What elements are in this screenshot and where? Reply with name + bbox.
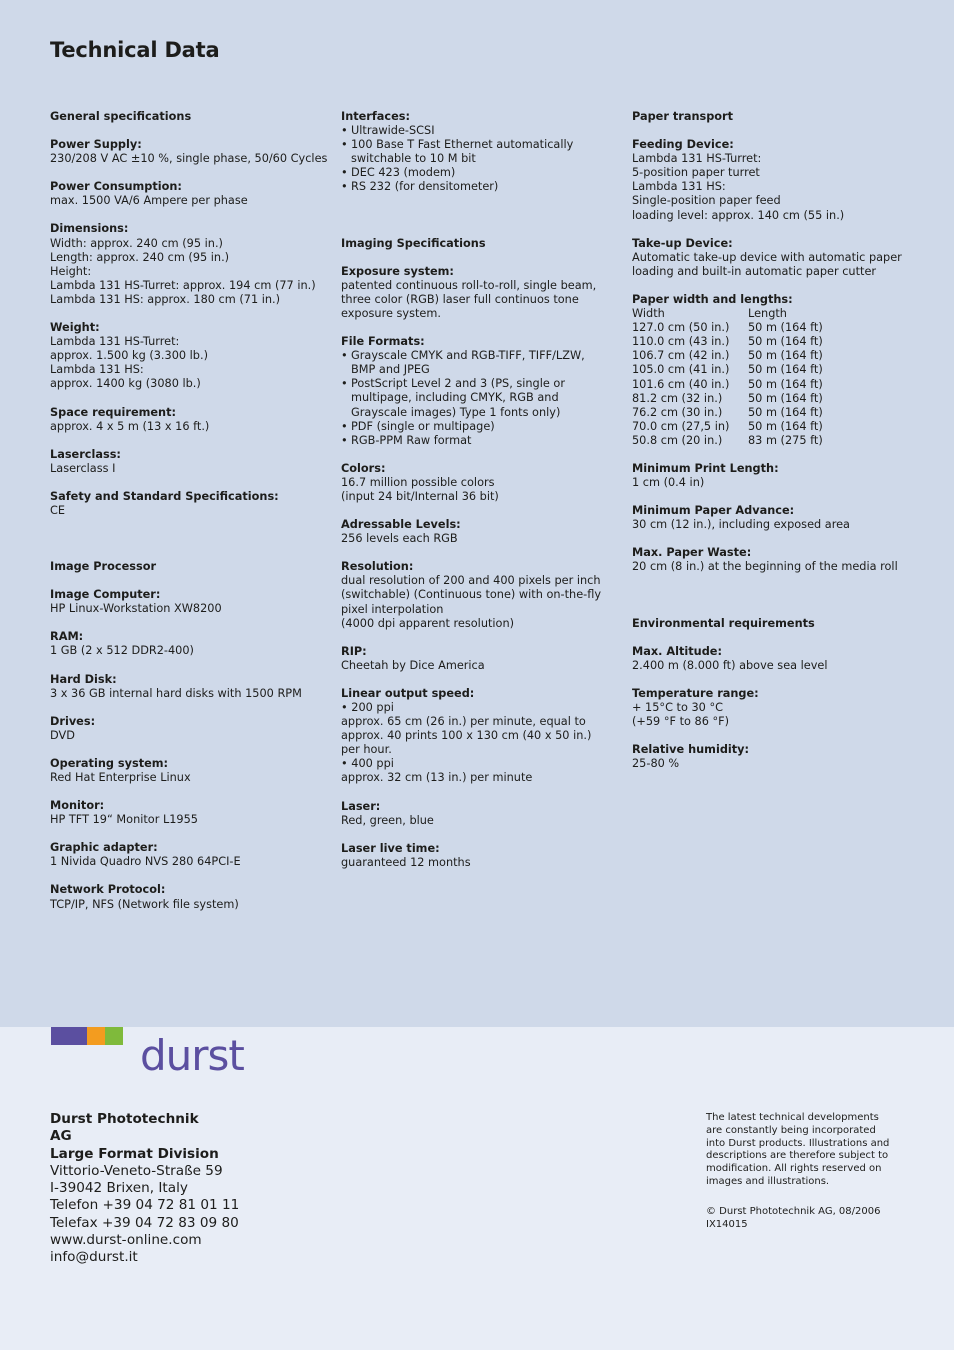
spec-column-1	[50, 110, 335, 954]
spec-value-line: Cheetah by Dice America	[341, 658, 485, 672]
spec-value-line: Lambda 131 HS-Turret:	[50, 335, 180, 349]
spec-column-2	[341, 110, 626, 912]
table-row	[632, 406, 823, 420]
spec-item	[50, 222, 335, 307]
spec-item	[50, 841, 335, 869]
table-row	[632, 321, 823, 335]
spec-value-line: HP Linux-Workstation XW8200	[50, 602, 222, 616]
spec-value-line: Laserclass I	[50, 461, 116, 475]
spec-value-line: 1 cm (0.4 in)	[632, 476, 705, 490]
section-title: General specifications	[50, 110, 192, 123]
spec-value-line: 1 Nivida Quadro NVS 280 64PCI-E	[50, 855, 241, 869]
spec-label: Power Consumption:	[50, 180, 182, 194]
spec-label: Resolution:	[341, 560, 414, 574]
spec-item	[341, 645, 626, 673]
spec-item	[50, 799, 335, 827]
spec-item	[50, 883, 335, 911]
disclaimer-note	[706, 1112, 896, 1248]
spec-value-line: DVD	[50, 728, 75, 742]
bullet-text	[351, 434, 626, 448]
spec-section	[341, 110, 626, 195]
note-line: are constantly being incorporated	[706, 1124, 876, 1136]
bullet-line: PDF (single or multipage)	[351, 419, 495, 433]
spec-item	[632, 462, 932, 490]
spec-value-line: + 15°C to 30 °C	[632, 700, 723, 714]
spec-value-line: (+59 °F to 86 °F)	[632, 715, 730, 728]
spec-value-line: three color (RGB) laser full continuos tone	[341, 292, 579, 306]
spec-value-line: loading level: approx. 140 cm (55 in.)	[632, 208, 845, 222]
address-line: Vittorio-Veneto-Straße 59	[50, 1162, 223, 1179]
bullet-text	[351, 349, 626, 377]
note-line: into Durst products. Illustrations and	[706, 1137, 890, 1149]
table-cell: 50 m (164 ft)	[748, 391, 823, 405]
spec-label: Safety and Standard Specifications:	[50, 489, 279, 503]
bullet-text	[351, 166, 626, 180]
spec-label: Relative humidity:	[632, 743, 750, 757]
spec-label: Network Protocol:	[50, 883, 166, 897]
bullet-line: PostScript Level 2 and 3 (PS, single or	[351, 377, 565, 391]
spec-item	[341, 462, 626, 504]
table-cell: 81.2 cm (32 in.)	[632, 391, 723, 405]
spec-value-line: approx. 4 x 5 m (13 x 16 ft.)	[50, 419, 210, 433]
spec-value-line: Width: approx. 240 cm (95 in.)	[50, 236, 223, 250]
spec-value-line: 25-80 %	[632, 757, 680, 771]
spec-item	[341, 687, 626, 786]
address-heading: AG	[50, 1128, 72, 1145]
spec-value-line: • 400 ppi	[341, 757, 394, 771]
spec-item	[50, 180, 335, 208]
spec-label: Minimum Print Length:	[632, 461, 779, 475]
spec-value-line: approx. 40 prints 100 x 130 cm (40 x 50 in.)	[341, 729, 592, 743]
spec-value-line: Red Hat Enterprise Linux	[50, 771, 191, 784]
bullet-line: multipage, including CMYK, RGB and	[351, 391, 559, 405]
spec-item	[50, 757, 335, 785]
address-line: info@durst.it	[50, 1249, 138, 1266]
spec-value-line: Red, green, blue	[341, 813, 434, 827]
address-line: www.durst-online.com	[50, 1232, 202, 1249]
footer	[0, 1027, 954, 1350]
durst-logo: durst	[140, 1031, 244, 1080]
spec-item	[632, 687, 932, 729]
address-line: Telefon +39 04 72 81 01 11	[50, 1197, 240, 1214]
spec-value-line: HP TFT 19“ Monitor L1955	[50, 813, 198, 827]
spec-label: Space requirement:	[50, 405, 176, 419]
section-title: Environmental requirements	[632, 616, 815, 630]
bullet-item	[341, 349, 626, 377]
table-cell: 50 m (164 ft)	[748, 377, 823, 391]
spec-label: Image Computer:	[50, 588, 161, 602]
address-line: I-39042 Brixen, Italy	[50, 1180, 188, 1197]
table-cell: 127.0 cm (50 in.)	[632, 321, 730, 335]
table-cell: 83 m (275 ft)	[748, 433, 823, 447]
bullet-item	[341, 434, 626, 448]
bullet-item	[341, 377, 626, 419]
spec-label: Max. Altitude:	[632, 644, 722, 658]
spec-value-line: dual resolution of 200 and 400 pixels per inch	[341, 574, 601, 588]
table-cell: 50 m (164 ft)	[748, 363, 823, 377]
table-cell: 70.0 cm (27,5 in)	[632, 419, 730, 433]
table-row	[632, 420, 823, 434]
table-row	[632, 378, 823, 392]
address-heading: Large Format Division	[50, 1145, 219, 1162]
spec-value-line: 16.7 million possible colors	[341, 475, 495, 489]
spec-section	[632, 110, 932, 575]
spec-value-line: TCP/IP, NFS (Network file system)	[50, 897, 239, 911]
spec-value-line: Lambda 131 HS:	[50, 363, 144, 377]
spec-value-line: 256 levels each RGB	[341, 532, 458, 546]
company-address	[50, 1111, 250, 1267]
bullet-item	[341, 138, 626, 166]
copyright-line: IX14015	[706, 1218, 748, 1230]
spec-item	[50, 630, 335, 658]
spec-label: Max. Paper Waste:	[632, 546, 752, 560]
spec-item	[632, 237, 932, 279]
bullet-line: RGB-PPM Raw format	[351, 433, 472, 447]
table-header-cell: Length	[748, 307, 787, 321]
spec-column-3	[632, 110, 932, 813]
spec-item	[632, 293, 932, 448]
note-line: modification. All rights reserved on	[706, 1163, 882, 1175]
bullet-item	[341, 124, 626, 138]
table-cell: 105.0 cm (41 in.)	[632, 363, 730, 377]
bullet-dot: •	[341, 419, 348, 433]
spec-value-line: guaranteed 12 months	[341, 855, 471, 869]
spec-label: Colors:	[341, 461, 386, 475]
spec-item	[632, 546, 932, 574]
spec-value-line: CE	[50, 503, 66, 517]
address-heading: Durst Phototechnik	[50, 1111, 199, 1127]
address-line: Telefax +39 04 72 83 09 80	[50, 1214, 239, 1231]
bullet-line: Grayscale CMYK and RGB-TIFF, TIFF/LZW,	[351, 349, 585, 363]
spec-label: RIP:	[341, 644, 367, 658]
bullet-line: DEC 423 (modem)	[351, 166, 456, 180]
spec-section	[50, 560, 335, 912]
spec-value-line: 5-position paper turret	[632, 166, 760, 180]
spec-section	[341, 237, 626, 870]
spec-item	[341, 335, 626, 448]
table-cell: 50 m (164 ft)	[748, 349, 823, 363]
bullet-item	[341, 420, 626, 434]
bullet-line: BMP and JPEG	[351, 363, 430, 377]
spec-value-line: • 200 ppi	[341, 701, 394, 714]
spec-label: Laserclass:	[50, 447, 121, 461]
table-cell: 101.6 cm (40 in.)	[632, 377, 730, 391]
spec-item	[50, 588, 335, 616]
table-cell: 50 m (164 ft)	[748, 405, 823, 419]
spec-item	[50, 406, 335, 434]
spec-value-line: approx. 65 cm (26 in.) per minute, equal to	[341, 715, 586, 729]
bullet-text	[351, 138, 626, 166]
spec-section	[632, 617, 932, 772]
spec-value-line: Height:	[50, 264, 92, 278]
table-cell: 50 m (164 ft)	[748, 335, 823, 349]
spec-item	[341, 110, 626, 195]
spec-item	[341, 560, 626, 630]
spec-value-line: 2.400 m (8.000 ft) above sea level	[632, 658, 828, 672]
spec-label: Linear output speed:	[341, 686, 475, 700]
spec-item	[50, 448, 335, 476]
spec-item	[341, 518, 626, 546]
spec-value-line: Length: approx. 240 cm (95 in.)	[50, 250, 230, 264]
spec-label: Temperature range:	[632, 686, 759, 700]
spec-value-line: 30 cm (12 in.), including exposed area	[632, 518, 850, 532]
bullet-dot: •	[341, 166, 348, 180]
bullet-dot: •	[341, 433, 348, 447]
spec-value-line: max. 1500 VA/6 Ampere per phase	[50, 194, 248, 208]
section-title: Imaging Specifications	[341, 236, 486, 250]
table-header-row	[632, 307, 823, 321]
table-row	[632, 363, 823, 377]
spec-item	[50, 321, 335, 391]
logo-bar-orange	[87, 1027, 105, 1045]
logo-color-bars	[51, 1027, 123, 1045]
note-line: descriptions are therefore subject to	[706, 1150, 889, 1162]
logo-bar-purple	[51, 1027, 87, 1045]
spec-label: Interfaces:	[341, 110, 411, 123]
note-line: images and illustrations.	[706, 1175, 830, 1187]
spec-value-line: 20 cm (8 in.) at the beginning of the media roll	[632, 560, 898, 574]
bullet-line: Ultrawide-SCSI	[351, 124, 435, 138]
spec-label: Drives:	[50, 714, 96, 728]
spec-value-line: approx. 32 cm (13 in.) per minute	[341, 771, 533, 785]
spec-label: Dimensions:	[50, 222, 129, 236]
spec-label: Graphic adapter:	[50, 841, 158, 855]
spec-label: Laser:	[341, 799, 381, 813]
spec-label: Laser live time:	[341, 841, 440, 855]
bullet-dot: •	[341, 138, 348, 152]
spec-label: Adressable Levels:	[341, 518, 461, 532]
spec-label: Feeding Device:	[632, 138, 734, 152]
spec-value-line: 3 x 36 GB internal hard disks with 1500 RPM	[50, 686, 302, 700]
bullet-text	[351, 180, 626, 194]
spec-value-line: approx. 1400 kg (3080 lb.)	[50, 377, 201, 391]
spec-item	[341, 800, 626, 828]
table-row	[632, 349, 823, 363]
table-row	[632, 434, 823, 448]
spec-value-line: per hour.	[341, 743, 392, 757]
spec-value-line: loading and built-in automatic paper cutter	[632, 264, 877, 278]
spec-item	[632, 645, 932, 673]
spec-label: Monitor:	[50, 799, 105, 813]
bullet-text	[351, 377, 626, 419]
bullet-line: RS 232 (for densitometer)	[351, 180, 499, 194]
spec-value-line: exposure system.	[341, 306, 441, 320]
spec-value-line: approx. 1.500 kg (3.300 lb.)	[50, 349, 208, 363]
bullet-text	[351, 420, 626, 434]
spec-item	[50, 715, 335, 743]
bullet-line: Grayscale images) Type 1 fonts only)	[351, 405, 561, 419]
spec-value-line: Lambda 131 HS-Turret: approx. 194 cm (77 in.)	[50, 278, 316, 292]
spec-value-line: 1 GB (2 x 512 DDR2-400)	[50, 644, 194, 658]
bullet-line: 100 Base T Fast Ethernet automatically	[351, 138, 574, 152]
spec-item	[632, 504, 932, 532]
bullet-dot: •	[341, 180, 348, 194]
table-row	[632, 335, 823, 349]
spec-value-line: patented continuous roll-to-roll, single beam,	[341, 278, 597, 292]
page-title: Technical Data	[50, 38, 220, 62]
bullet-item	[341, 180, 626, 194]
bullet-dot: •	[341, 349, 348, 363]
spec-label: Hard Disk:	[50, 672, 117, 686]
spec-item	[632, 743, 932, 771]
bullet-line: switchable to 10 M bit	[351, 152, 476, 166]
table-cell: 50.8 cm (20 in.)	[632, 433, 723, 447]
spec-item	[50, 138, 335, 166]
copyright-text	[706, 1206, 896, 1232]
paper-size-table	[632, 307, 823, 448]
spec-value-line: Automatic take-up device with automatic paper	[632, 250, 902, 264]
spec-value-line: Lambda 131 HS:	[632, 180, 726, 194]
table-cell: 50 m (164 ft)	[748, 321, 823, 335]
section-title: Paper transport	[632, 110, 734, 123]
spec-value-line: (4000 dpi apparent resolution)	[341, 616, 515, 630]
spec-value-line: Lambda 131 HS: approx. 180 cm (71 in.)	[50, 292, 281, 306]
table-cell: 110.0 cm (43 in.)	[632, 335, 730, 349]
spec-label: RAM:	[50, 630, 84, 644]
bullet-text	[351, 124, 626, 138]
spec-label: Operating system:	[50, 756, 169, 770]
copyright-line: © Durst Phototechnik AG, 08/2006	[706, 1205, 881, 1217]
spec-value-line: 230/208 V AC ±10 %, single phase, 50/60 Cycles	[50, 152, 328, 166]
bullet-dot: •	[341, 124, 348, 138]
spec-label: Weight:	[50, 321, 100, 335]
spec-item	[50, 673, 335, 701]
bullet-item	[341, 166, 626, 180]
spec-value-line: (switchable) (Continuous tone) with on-the-fly	[341, 588, 602, 602]
spec-label: Paper width and lengths:	[632, 292, 793, 306]
note-line: The latest technical developments	[706, 1112, 879, 1123]
table-header-cell: Width	[632, 307, 665, 321]
disclaimer-text	[706, 1112, 896, 1189]
spec-value-line: Lambda 131 HS-Turret:	[632, 152, 762, 166]
section-title: Image Processor	[50, 560, 157, 574]
spec-item	[50, 490, 335, 518]
spec-value-line: pixel interpolation	[341, 602, 444, 616]
table-cell: 76.2 cm (30 in.)	[632, 405, 723, 419]
spec-item	[341, 265, 626, 321]
spec-label: File Formats:	[341, 335, 425, 349]
spec-section	[50, 110, 335, 518]
spec-label: Power Supply:	[50, 138, 142, 152]
spec-label: Take-up Device:	[632, 236, 733, 250]
spec-item	[341, 842, 626, 870]
table-row	[632, 392, 823, 406]
spec-value-line: (input 24 bit/Internal 36 bit)	[341, 489, 499, 503]
spec-item	[632, 138, 932, 223]
table-cell: 50 m (164 ft)	[748, 419, 823, 433]
table-cell: 106.7 cm (42 in.)	[632, 349, 730, 363]
spec-label: Exposure system:	[341, 264, 454, 278]
logo-bar-green	[105, 1027, 123, 1045]
bullet-dot: •	[341, 377, 348, 391]
spec-label: Minimum Paper Advance:	[632, 504, 795, 518]
spec-value-line: Single-position paper feed	[632, 194, 781, 208]
